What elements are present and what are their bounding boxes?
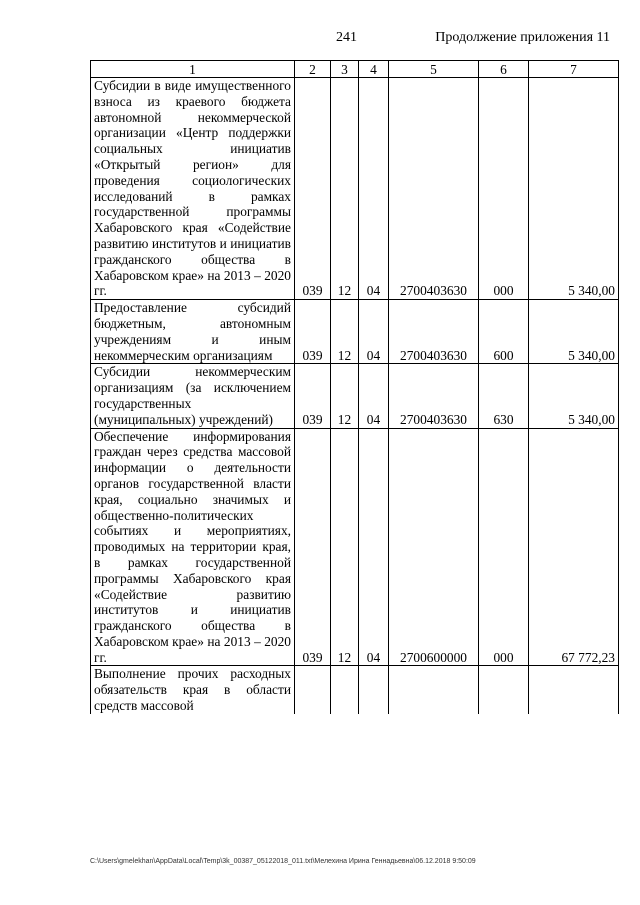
row-code-subsection bbox=[359, 666, 389, 714]
column-header: 7 bbox=[529, 61, 619, 78]
row-code-subsection: 04 bbox=[359, 364, 389, 428]
budget-table bbox=[90, 60, 619, 714]
row-amount: 5 340,00 bbox=[529, 300, 619, 364]
table-row bbox=[91, 78, 619, 300]
row-code-ministry: 039 bbox=[295, 364, 331, 428]
table-row bbox=[91, 300, 619, 364]
row-code-section: 12 bbox=[331, 428, 359, 666]
row-code-subsection: 04 bbox=[359, 78, 389, 300]
row-amount: 67 772,23 bbox=[529, 428, 619, 666]
row-code-ministry: 039 bbox=[295, 428, 331, 666]
row-code-section bbox=[331, 666, 359, 714]
row-description: Выполнение прочих расходных обязательств края в области средств массовой bbox=[91, 666, 295, 714]
table-row bbox=[91, 364, 619, 428]
row-amount: 5 340,00 bbox=[529, 78, 619, 300]
row-code-expense-type: 600 bbox=[479, 300, 529, 364]
row-code-section: 12 bbox=[331, 364, 359, 428]
row-description: Предоставление субсидий бюджетным, автономным учреждениям и иным некоммерческим организациям bbox=[91, 300, 295, 364]
row-amount: 5 340,00 bbox=[529, 364, 619, 428]
row-description: Субсидии в виде имущественного взноса из краевого бюджета автономной некоммерческой организации «Центр поддержки социальных инициатив «Открытый регион» для проведения социологических исследований в рамках государственной программы Хабаровского края «Содействие развитию институтов и инициатив гражданского общества в Хабаровском крае» на 2013 – 2020 гг. bbox=[91, 78, 295, 300]
row-code-target bbox=[389, 666, 479, 714]
row-code-section: 12 bbox=[331, 300, 359, 364]
row-code-expense-type: 000 bbox=[479, 78, 529, 300]
column-header: 5 bbox=[389, 61, 479, 78]
row-code-target: 2700403630 bbox=[389, 78, 479, 300]
row-code-section: 12 bbox=[331, 78, 359, 300]
row-code-ministry: 039 bbox=[295, 300, 331, 364]
row-code-target: 2700403630 bbox=[389, 364, 479, 428]
row-code-target: 2700403630 bbox=[389, 300, 479, 364]
column-header: 1 bbox=[91, 61, 295, 78]
row-code-ministry bbox=[295, 666, 331, 714]
column-header: 3 bbox=[331, 61, 359, 78]
row-code-expense-type: 000 bbox=[479, 428, 529, 666]
row-amount bbox=[529, 666, 619, 714]
row-code-subsection: 04 bbox=[359, 428, 389, 666]
column-header: 4 bbox=[359, 61, 389, 78]
row-description: Обеспечение информирования граждан через средства массовой информации о деятельности органов государственной власти края, социально значимых и общественно-политических событиях и мероприятиях, проводимых на территории края, в рамках государственной программы Хабаровского края «Содействие развитию институтов и инициатив гражданского общества в Хабаровском крае» на 2013 – 2020 гг. bbox=[91, 428, 295, 666]
row-description: Субсидии некоммерческим организациям (за исключением государственных (муниципальных) учреждений) bbox=[91, 364, 295, 428]
column-header: 2 bbox=[295, 61, 331, 78]
row-code-expense-type: 630 bbox=[479, 364, 529, 428]
table-header-row bbox=[91, 61, 619, 78]
row-code-expense-type bbox=[479, 666, 529, 714]
column-header: 6 bbox=[479, 61, 529, 78]
page-number: 241 bbox=[336, 30, 357, 45]
row-code-subsection: 04 bbox=[359, 300, 389, 364]
table-row bbox=[91, 428, 619, 666]
row-code-target: 2700600000 bbox=[389, 428, 479, 666]
appendix-continuation-label: Продолжение приложения 11 bbox=[435, 30, 610, 45]
row-code-ministry: 039 bbox=[295, 78, 331, 300]
table-row bbox=[91, 666, 619, 714]
footer-file-path: C:\Users\gmelekhan\AppData\Local\Temp\3k_00387_05122018_011.txt\Мелехина Ирина Геннадьевна\06.12.2018 9:50:09 bbox=[90, 858, 476, 865]
